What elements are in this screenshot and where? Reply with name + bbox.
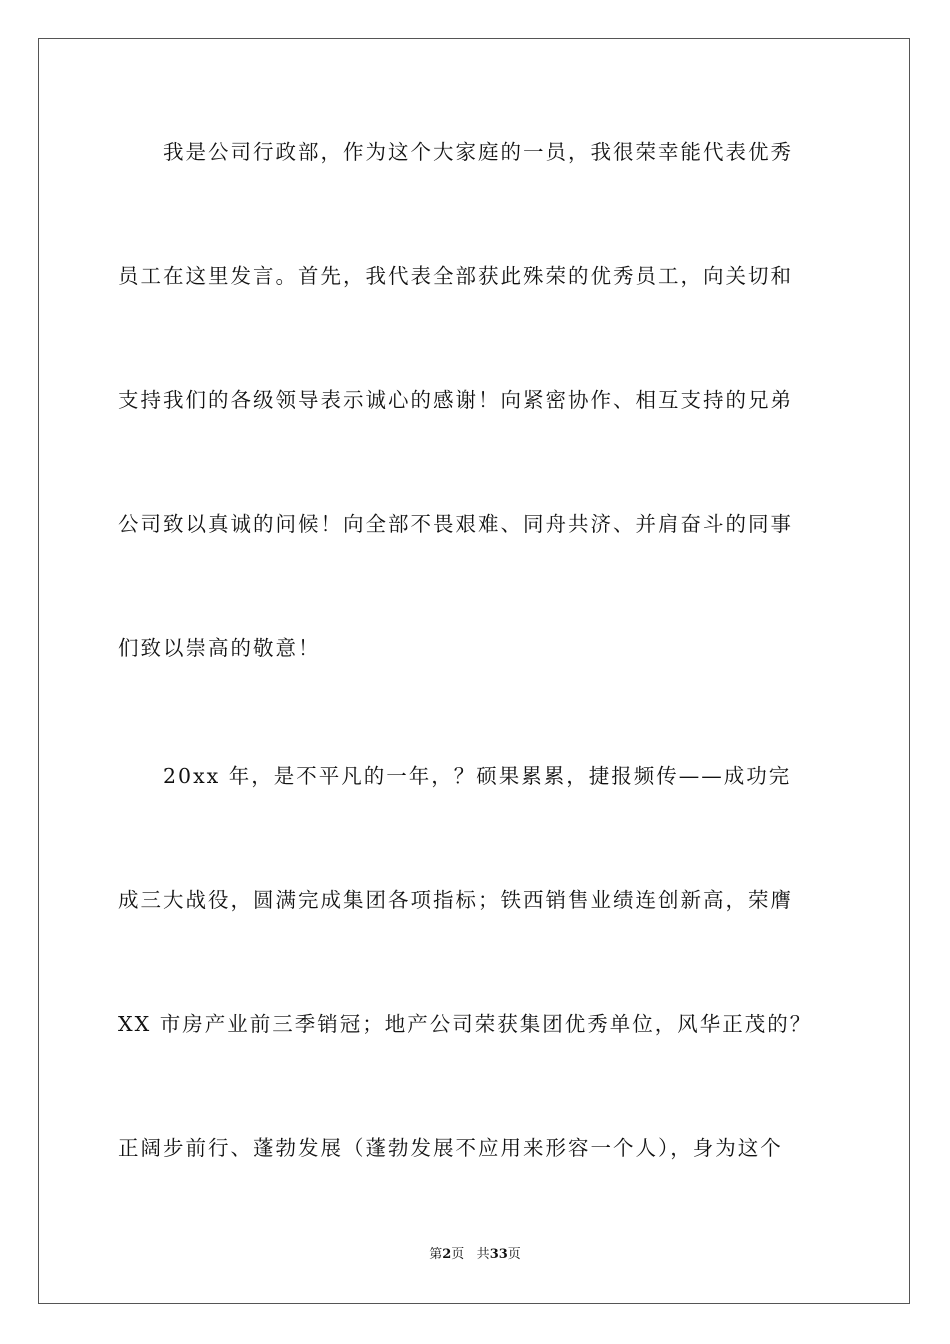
text-line: 20xx 年，是不平凡的一年，？硕果累累，捷报频传——成功完 (163, 764, 792, 788)
footer-page-prefix: 第 (429, 1247, 443, 1262)
text-line: 我是公司行政部，作为这个大家庭的一员，我很荣幸能代表优秀 (163, 140, 793, 164)
footer-total-suffix: 页 (507, 1247, 521, 1262)
text-line: 支持我们的各级领导表示诚心的感谢！向紧密协作、相互支持的兄弟 (118, 388, 793, 412)
page-footer (0, 1246, 950, 1264)
text-line: 员工在这里发言。首先，我代表全部获此殊荣的优秀员工，向关切和 (118, 264, 793, 288)
text-line: 成三大战役，圆满完成集团各项指标；铁西销售业绩连创新高，荣膺 (118, 888, 793, 912)
footer-total-pages: 33 (489, 1247, 508, 1262)
text-line: 正阔步前行、蓬勃发展（蓬勃发展不应用来形容一个人），身为这个 (118, 1136, 783, 1160)
page-border (38, 38, 910, 1304)
text-line: XX 市房产业前三季销冠；地产公司荣获集团优秀单位，风华正茂的？ (118, 1012, 813, 1036)
text-line: 公司致以真诚的问候！向全部不畏艰难、同舟共济、并肩奋斗的同事 (118, 512, 793, 536)
footer-total-prefix: 共 (476, 1247, 490, 1262)
footer-page-suffix: 页 (451, 1247, 465, 1262)
text-line: 们致以崇高的敬意！ (118, 636, 321, 660)
footer-page-number: 2 (442, 1247, 452, 1262)
